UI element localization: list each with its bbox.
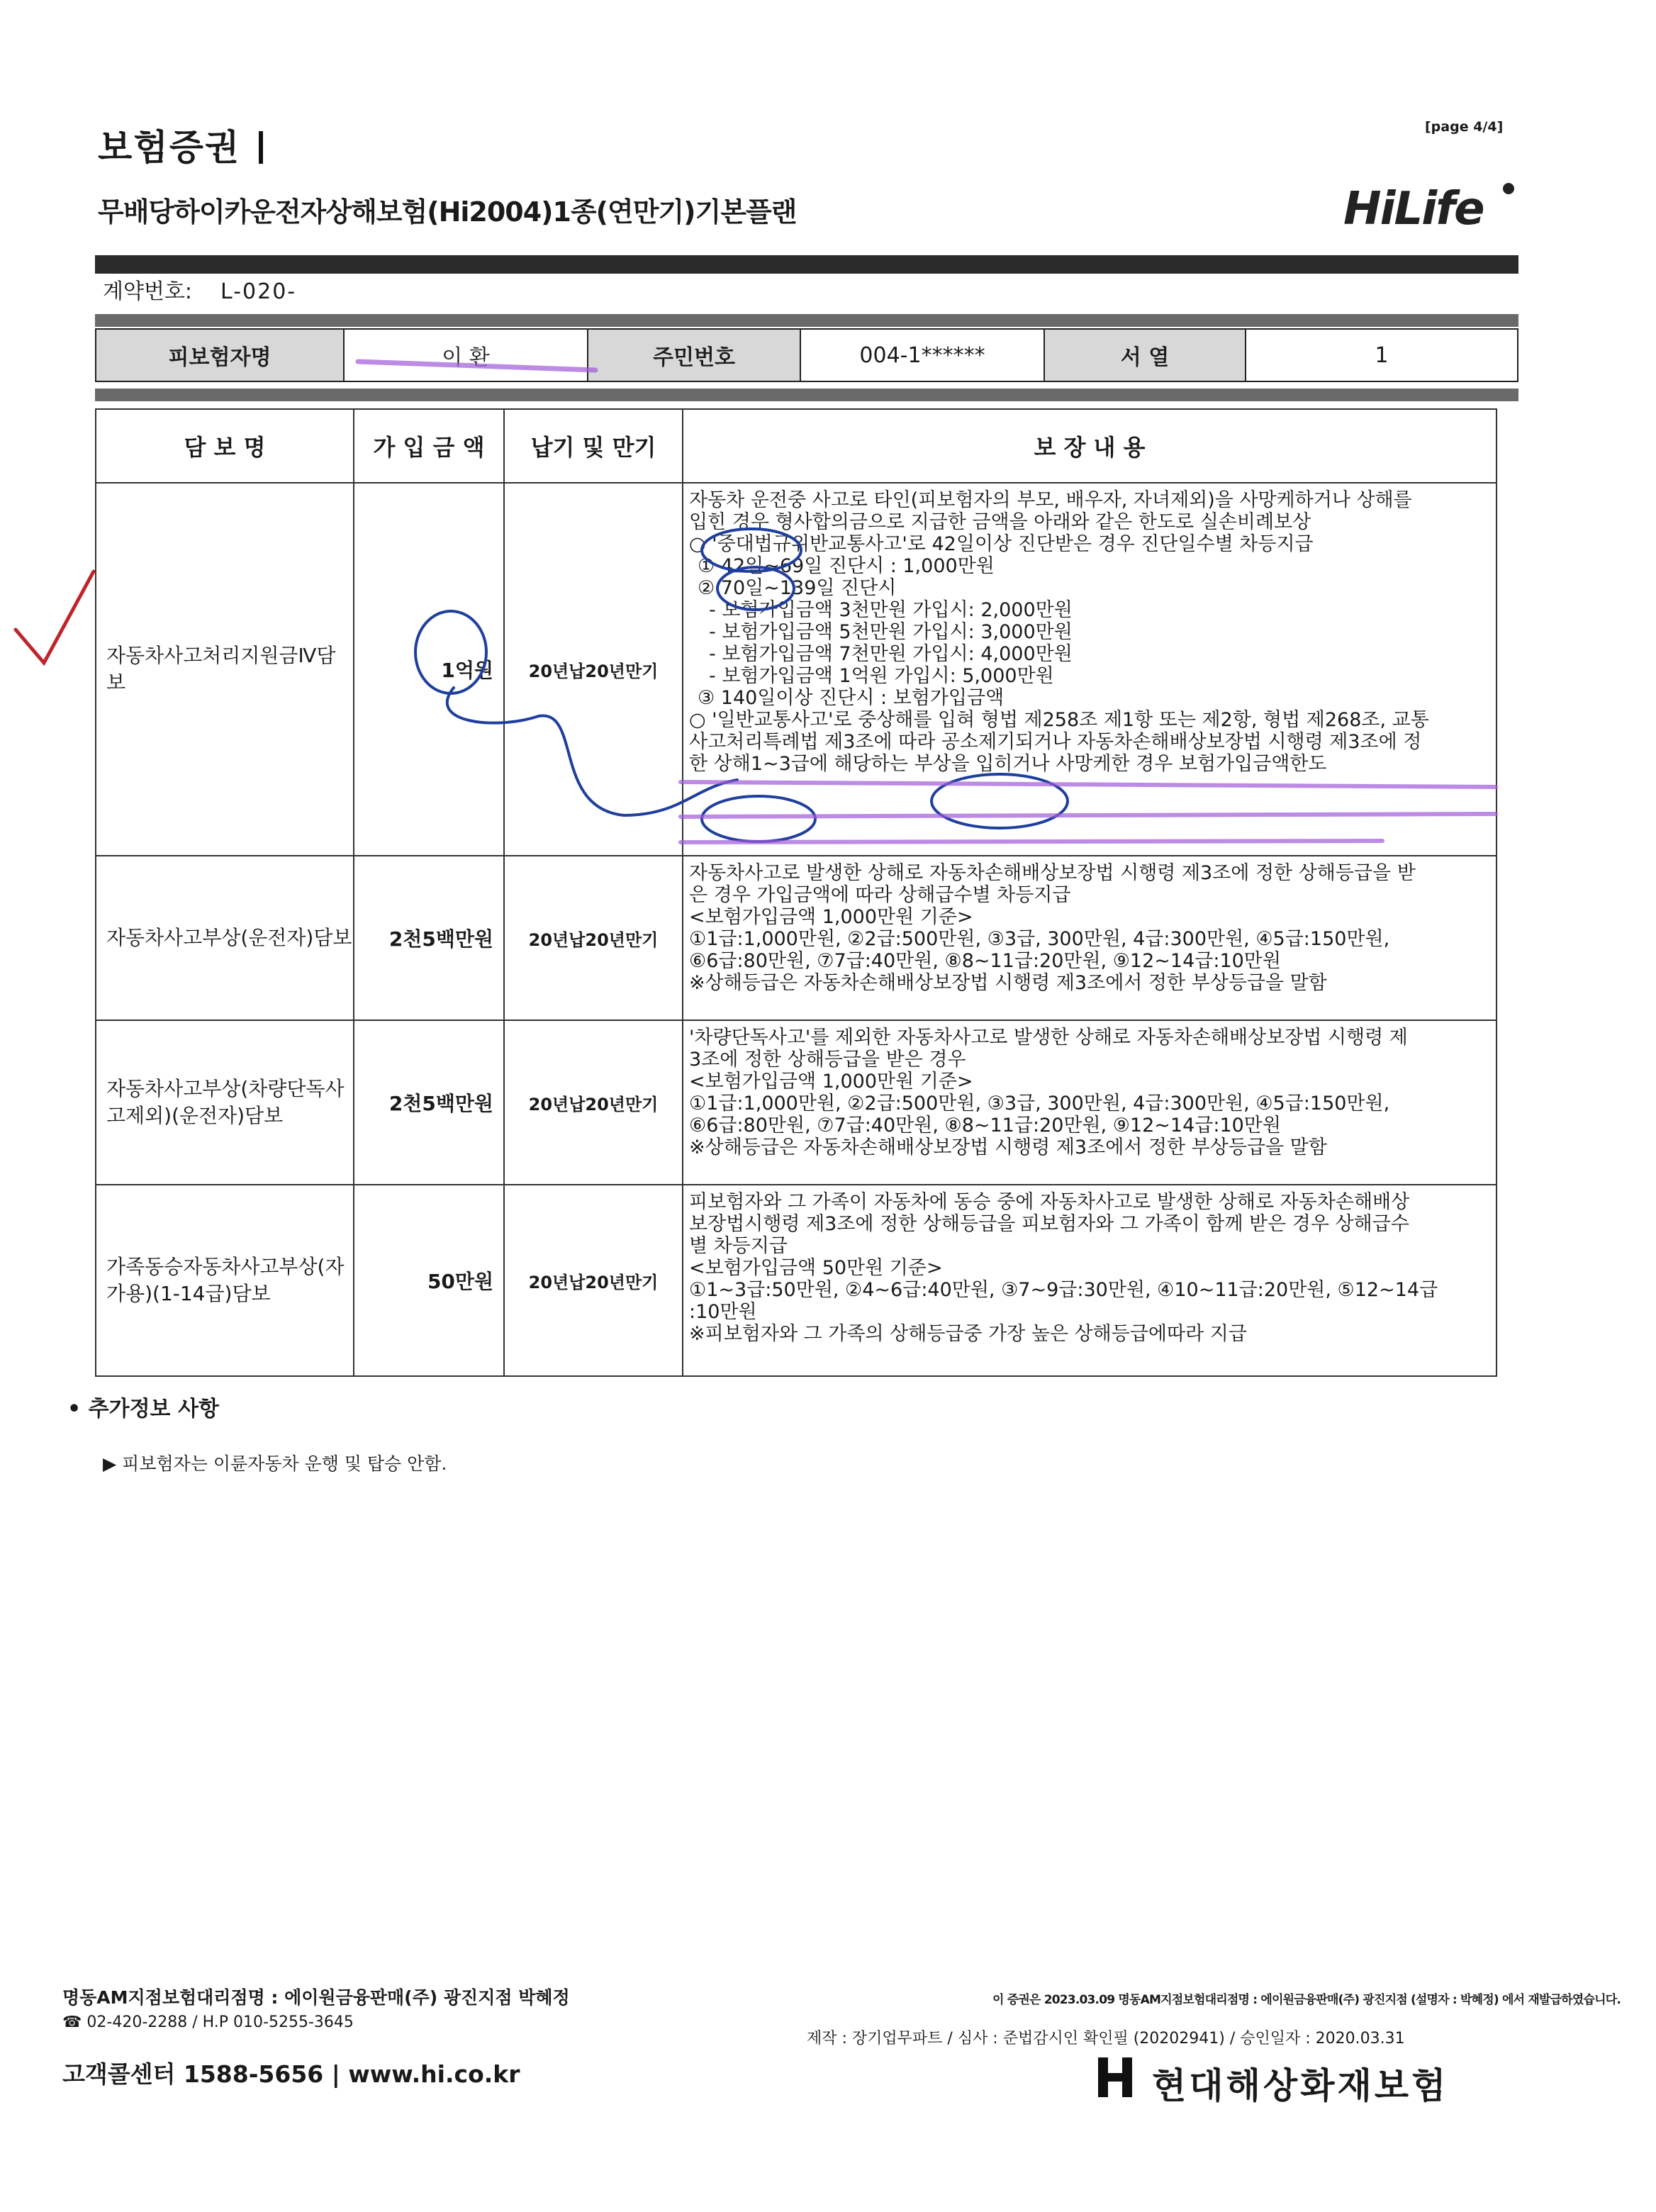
agency-phone: ☎ 02-420-2288 / H.P 010-5255-3645	[62, 2013, 354, 2031]
agency-name: 명동AM지점보험대리점명 : 에이원금융판매(주) 광진지점 박혜정	[62, 1987, 570, 2008]
coverage-name: 가족동승자동차사고부상(자가용)(1-14급)담보	[96, 1185, 354, 1376]
reissue-notice: 이 증권은 2023.03.09 명동AM지점보험대리점명 : 에이원금융판매(주) 광진지점 (설명자 : 박혜정) 에서 재발급하였습니다.	[992, 1993, 1621, 2007]
insured-name-value: 이 환	[344, 329, 588, 381]
coverage-amount: 2천5백만원	[354, 856, 504, 1020]
resident-id-label: 주민번호	[588, 329, 800, 381]
coverage-name: 자동차사고부상(차량단독사고제외)(운전자)담보	[96, 1020, 354, 1185]
law-circle	[702, 529, 801, 571]
coverage-term: 20년납20년만기	[504, 856, 683, 1020]
coverage-amount: 50만원	[354, 1185, 504, 1376]
coverage-name: 자동차사고부상(운전자)담보	[96, 856, 354, 1020]
insured-name-label: 피보험자명	[96, 329, 344, 381]
call-center: 고객콜센터 1588-5656 | www.hi.co.kr	[62, 2060, 520, 2088]
coverage-amount: 2천5백만원	[354, 1020, 504, 1185]
highlight-line-3	[681, 841, 1382, 842]
injury-circle	[702, 796, 815, 842]
connector-line	[447, 688, 737, 815]
page-number: [page 4/4]	[1425, 119, 1504, 135]
production-info: 제작 : 장기업무파트 / 심사 : 준법감시인 확인필 (20202941) / 승인일자 : 2020.03.31	[807, 2030, 1405, 2048]
hyundai-logo-icon	[1095, 2056, 1135, 2099]
header-term: 납기 및 만기	[504, 409, 683, 483]
coverage-detail: 피보험자와 그 가족이 자동차에 동승 중에 자동차사고로 발생한 상해로 자동차손해배상 보장법시행령 제3조에 정한 상해등급을 피보험자와 그 가족이 함께 받은 경우 상해급수 별 차등지급 <보험가입금액 50만원 기준> ①1~3급:50만원, ②4~6급:40만원, ③7~9급:30만원, ④10~11급:20만원, ⑤12~14급 :10만원 ※피보험자와 그 가족의 상해등급중 가장 높은 상해등급에따라 지급	[683, 1185, 1496, 1376]
coverage-term: 20년납20년만기	[504, 1020, 683, 1185]
order-value: 1	[1246, 329, 1518, 381]
coverage-amount: 1억원	[354, 483, 504, 856]
extra-info-note: ▶ 피보험자는 이륜자동차 운행 및 탑승 안함.	[103, 1453, 447, 1474]
coverage-detail: 자동차 운전중 사고로 타인(피보험자의 부모, 배우자, 자녀제외)을 사망케하거나 상해를 입힌 경우 형사합의금으로 지급한 금액을 아래와 같은 한도로 실손비례보상 ○ '중대법규위반교통사고'로 42일이상 진단받은 경우 진단일수별 차등지급 ① 42일~69일 진단시 : 1,000만원 ② 70일~139일 진단시 - 보험가입금액 3천만원 가입시: 2,000만원 - 보험가입금액 5천만원 가입시: 3,000만원 - 보험가입금액 7천만원 가입시: 4,000만원 - 보험가입금액 1억원 가입시: 5,000만원 ③ 140일이상 진단시 : 보험가입금액 ○ '일반교통사고'로 중상해를 입혀 형법 제258조 제1항 또는 제2항, 형법 제268조, 교통 사고처리특례법 제3조에 따라 공소제기되거나 자동차손해배상보장법 시행령 제3조에 정 한 상해1~3급에 해당하는 부상을 입히거나 사망케한 경우 보험가입금액한도	[683, 483, 1496, 856]
amount-circle	[415, 611, 486, 693]
contract-number: 계약번호: L-020-	[103, 279, 297, 304]
header-amount: 가 입 금 액	[354, 409, 504, 483]
header-coverage-detail: 보 장 내 용	[683, 409, 1496, 483]
hilife-logo: HiLife	[1343, 183, 1484, 235]
coverage-detail: 자동차사고로 발생한 상해로 자동차손해배상보장법 시행령 제3조에 정한 상해등급을 받 은 경우 가입금액에 따라 상해급수별 차등지급 <보험가입금액 1,000만원 기준> ①1급:1,000만원, ②2급:500만원, ③3급, 300만원, 4급:300만원, ④5급:150만원, ⑥6급:80만원, ⑦7급:40만원, ⑧8~11급:20만원, ⑨12~14급:10만원 ※상해등급은 자동차손해배상보장법 시행령 제3조에서 정한 부상등급을 말함	[683, 856, 1496, 1020]
resident-id-value: 004-1******	[800, 329, 1044, 381]
highlight-line-1	[681, 782, 1496, 787]
header-coverage-name: 담 보 명	[96, 409, 354, 483]
days-circle	[717, 567, 794, 610]
coverage-term: 20년납20년만기	[504, 483, 683, 856]
coverage-detail: '차량단독사고'를 제외한 자동차사고로 발생한 상해로 자동차손해배상보장법 시행령 제 3조에 정한 상해등급을 받은 경우 <보험가입금액 1,000만원 기준> ①1급:1,000만원, ②2급:500만원, ③3급, 300만원, 4급:300만원, ④5급:150만원, ⑥6급:80만원, ⑦7급:40만원, ⑧8~11급:20만원, ⑨12~14급:10만원 ※상해등급은 자동차손해배상보장법 시행령 제3조에서 정한 부상등급을 말함	[683, 1020, 1496, 1185]
document-title: 보험증권	[98, 119, 263, 170]
plan-name: 무배당하이카운전자상해보험(Hi2004)1종(연만기)기본플랜	[98, 196, 797, 228]
coverage-term: 20년납20년만기	[504, 1185, 683, 1376]
highlight-line-2	[681, 814, 1496, 817]
company-name: 현대해상화재보험	[1152, 2065, 1449, 2106]
order-label: 서 열	[1044, 329, 1246, 381]
check-mark-icon	[16, 571, 94, 663]
highlight-name	[358, 362, 595, 370]
coverage-name: 자동차사고처리지원금Ⅳ담보	[96, 483, 354, 856]
extra-info-heading: • 추가정보 사항	[67, 1397, 219, 1421]
